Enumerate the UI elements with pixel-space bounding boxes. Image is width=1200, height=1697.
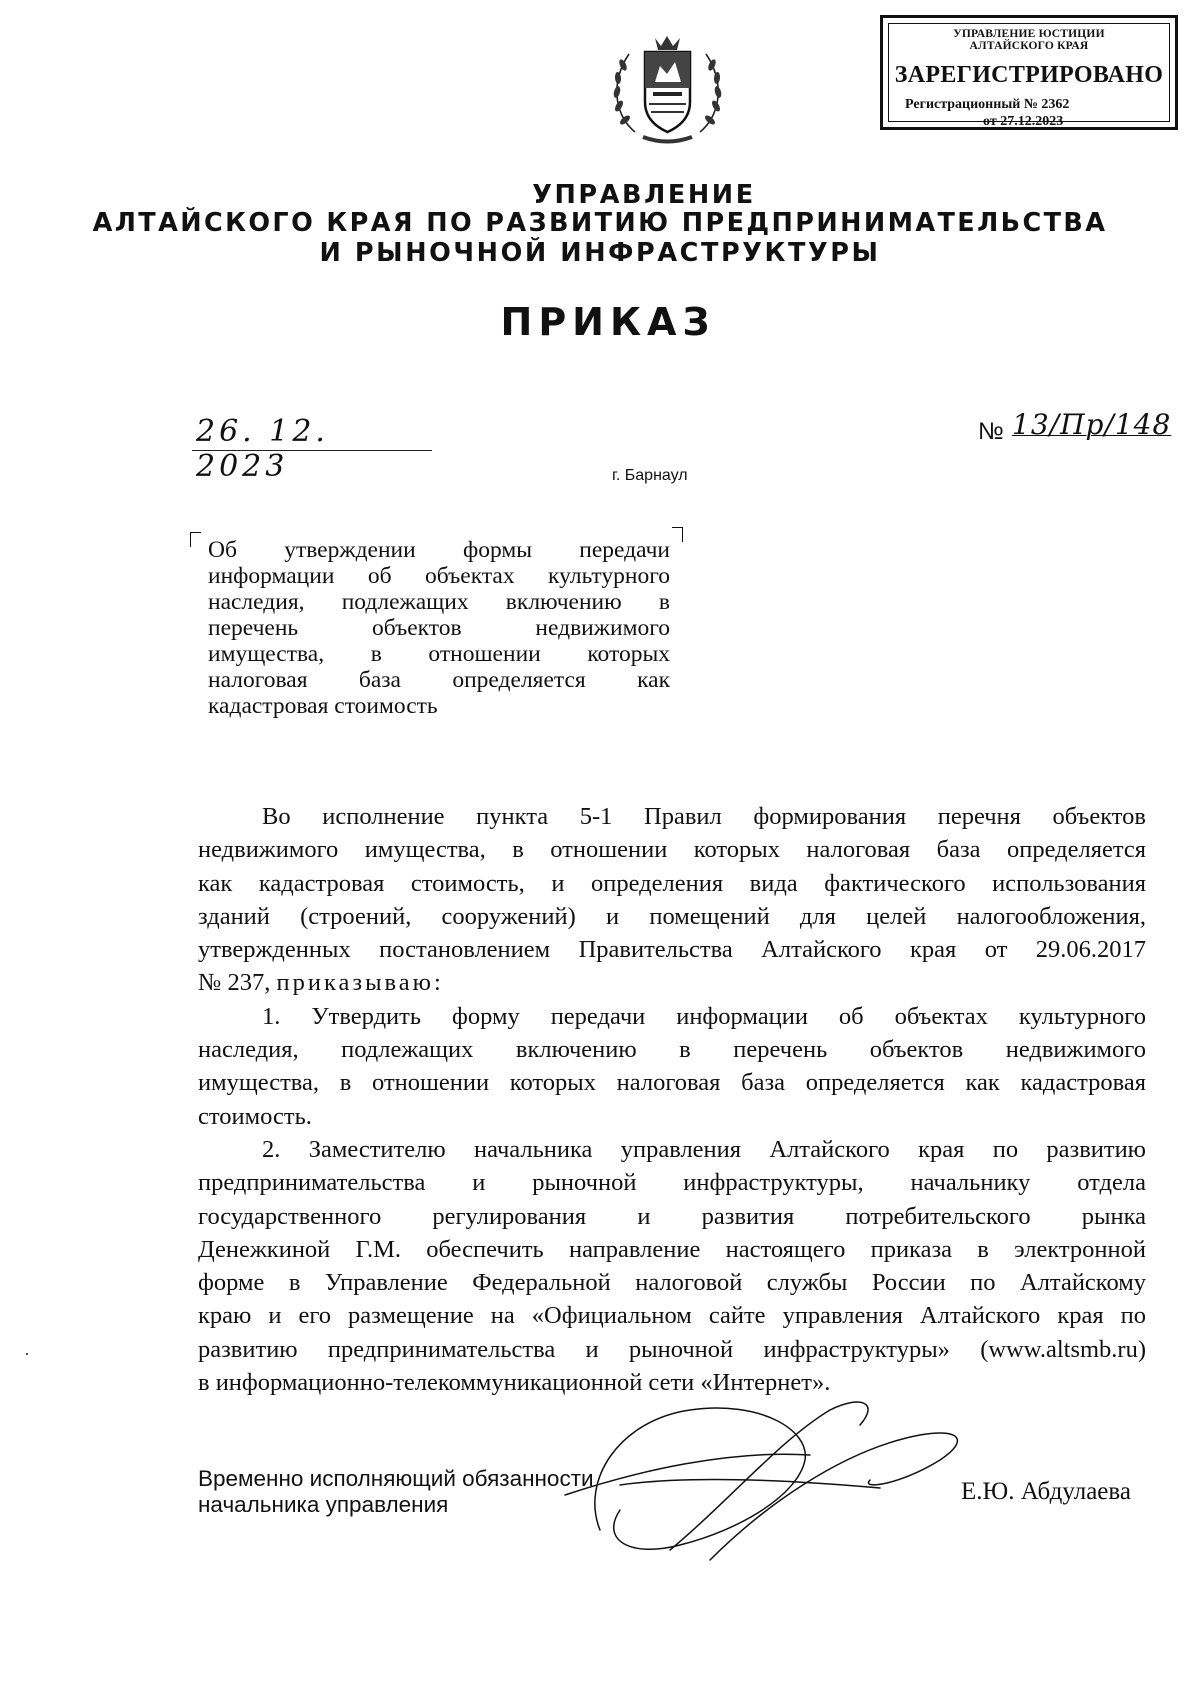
item2-line: краю и его размещение на «Официальном сайте управления Алтайского края по [198,1302,1146,1330]
preamble-line: Во исполнение пункта 5-1 Правил формирования перечня объектов [262,803,1146,830]
item2-line: предпринимательства и рыночной инфраструктуры, начальнику отдела [198,1169,1146,1197]
stamp-org-line1: УПРАВЛЕНИЕ ЮСТИЦИИ [953,28,1105,40]
preamble-reference: № 237, [198,969,277,997]
subject-line: перечень объектов недвижимого [208,615,670,641]
order-subject [208,537,670,719]
order-date: 26. 12. 2023 [196,414,329,484]
preamble-line: зданий (строений, сооружений) и помещений для целей налогообложения, [198,902,1146,930]
registration-stamp [880,15,1178,130]
signatory-title-line2: начальника управления [198,1492,449,1517]
city-label: г. Барнаул [612,467,688,484]
scan-speck [26,1353,28,1355]
stamp-organization [889,28,1169,52]
handwritten-signature-icon [560,1380,1000,1580]
preamble-line: как кадастровая стоимость, и определения вида фактического использования [198,869,1146,897]
stamp-registration-date: от 27.12.2023 [983,114,1064,129]
subject-line: кадастровая стоимость [208,693,438,719]
stamp-org-line2: АЛТАЙСКОГО КРАЯ [969,40,1089,52]
signatory-name: Е.Ю. Абдулаева [961,1478,1131,1505]
item1-line: имущества, в отношении которых налоговая база определяется как кадастровая [198,1069,1146,1097]
stamp-inner-frame [888,23,1170,129]
item2-line: в информационно-телекоммуникационной сети «Интернет». [198,1369,831,1397]
agency-title-line3: И РЫНОЧНОЙ ИНФРАСТРУКТУРЫ [319,238,881,268]
item2-line: форме в Управление Федеральной налоговой службы России по Алтайскому [198,1269,1146,1297]
document-type-title: ПРИКАЗ [500,300,716,344]
item2-line: развитию предпринимательства и рыночной инфраструктуры» (www.altsmb.ru) [198,1335,1146,1363]
subject-line: налоговая база определяется как [208,667,670,693]
preamble-line: утвержденных постановлением Правительства Алтайского края от 29.06.2017 [198,936,1146,964]
coat-of-arms-icon [605,32,730,152]
subject-bracket-left [190,532,201,547]
item2-line: 2. Заместителю начальника управления Алтайского края по развитию [262,1135,1146,1163]
subject-line: информации об объектах культурного [208,563,670,589]
subject-line: Об утверждении формы передачи [208,537,670,563]
preamble-line: недвижимого имущества, в отношении которых налоговая база определяется [198,836,1146,864]
order-date-field [192,414,432,484]
order-number: 13/Пр/148 [1012,408,1172,441]
item2-line: государственного регулирования и развития потребительского рынка [198,1202,1146,1230]
preamble-last-line [198,966,1146,999]
agency-title-line2: АЛТАЙСКОГО КРАЯ ПО РАЗВИТИЮ ПРЕДПРИНИМАТЕЛЬСТВА [92,208,1108,238]
signatory-title [198,1466,594,1518]
signatory-title-line1: Временно исполняющий обязанности [198,1466,594,1491]
item1-line: 1. Утвердить форму передачи информации об объектах культурного [262,1002,1146,1030]
agency-title-line1: УПРАВЛЕНИЕ [532,180,756,210]
order-body [198,800,1146,1399]
stamp-status: ЗАРЕГИСТРИРОВАНО [894,62,1164,88]
item1-line: стоимость. [198,1102,312,1130]
number-sign: № [978,418,1004,445]
item2-line: Денежкиной Г.М. обеспечить направление настоящего приказа в электронной [198,1235,1146,1263]
subject-line: имущества, в отношении которых [208,641,670,667]
subject-line: наследия, подлежащих включению в [208,589,670,615]
order-keyword: приказываю: [276,969,444,997]
item1-line: наследия, подлежащих включению в перечень объектов недвижимого [198,1036,1146,1064]
stamp-registration-number: Регистрационный № 2362 [905,97,1070,112]
subject-bracket-right [672,527,683,542]
